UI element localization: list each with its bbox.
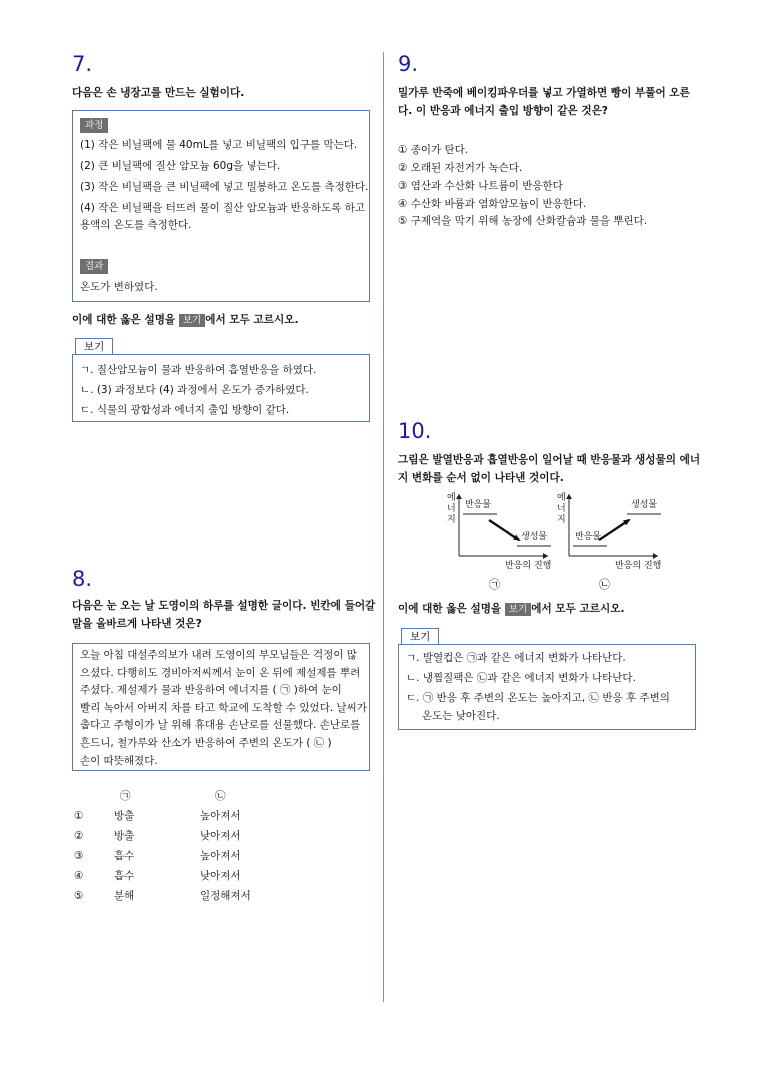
q7-bogi-item: ㄴ. (3) 과정보다 (4) 과정에서 온도가 증가하였다.	[80, 384, 309, 396]
question-8-stem-line: 말을 올바르게 나타낸 것은?	[72, 618, 202, 630]
q8-option-a: 분해	[114, 890, 135, 902]
q8-option-b: 낮아져서	[200, 870, 241, 882]
question-10-number: 10.	[398, 419, 432, 443]
q10-bogi-item: ㄴ. 냉찜질팩은 ㉡과 같은 에너지 변화가 나타난다.	[406, 672, 636, 684]
x-axis-label: 반응의 진행	[615, 561, 662, 571]
q7-step: (1) 작은 비닐팩에 물 40mL를 넣고 비닐팩의 입구를 막는다.	[80, 139, 358, 151]
x-axis-arrowhead	[543, 553, 548, 559]
q10-question	[398, 600, 625, 619]
q8-passage-line: 으셨다. 다행히도 경비아저씨께서 눈이 온 뒤에 제설제를 뿌려	[80, 666, 361, 679]
q8-passage-line: 춥다고 주형이가 날 위해 휴대용 손난로를 선물했다. 손난로를	[80, 719, 361, 732]
diagram-caption: ㉠	[489, 578, 500, 591]
energy-diagram-b	[550, 490, 670, 595]
q10-bogi-label: 보기	[401, 628, 439, 645]
reaction-arrow	[599, 520, 629, 540]
q7-process-tag: 과정	[80, 118, 108, 133]
q8-option-number[interactable]: ⑤	[74, 890, 84, 902]
q7-step: 용액의 온도를 측정한다.	[80, 219, 192, 231]
q8-option-a: 흡수	[114, 850, 135, 862]
question-9-number: 9.	[398, 52, 419, 76]
column-divider	[383, 52, 384, 1002]
q10-bogi-inline-tag: 보기	[505, 603, 531, 616]
q7-bogi-item: ㄱ. 질산암모늄이 물과 반응하여 흡열반응을 하였다.	[80, 364, 317, 376]
q7-bogi-item: ㄷ. 식물의 광합성과 에너지 출입 방향이 같다.	[80, 404, 290, 416]
q8-option-a: 방출	[114, 830, 135, 842]
q7-step: (4) 작은 비닐팩을 터뜨려 물이 질산 암모늄과 반응하도록 하고	[80, 202, 366, 214]
question-10-stem-line: 지 변화를 순서 없이 나타낸 것이다.	[398, 472, 564, 484]
q9-option[interactable]: ⑤ 구제역을 막기 위해 농장에 산화칼슘과 물을 뿌린다.	[398, 215, 648, 227]
q9-option[interactable]: ③ 염산과 수산화 나트륨이 반응한다	[398, 180, 563, 192]
q10-bogi-item: ㄱ. 발열컵은 ㉠과 같은 에너지 변화가 나타난다.	[406, 652, 626, 664]
question-8-stem-line: 다음은 눈 오는 날 도영이의 하루를 설명한 글이다. 빈칸에 들어갈	[72, 600, 376, 612]
question-7-stem: 다음은 손 냉장고를 만드는 실험이다.	[72, 87, 245, 99]
q8-option-number[interactable]: ③	[74, 850, 84, 862]
q8-option-a: 흡수	[114, 870, 135, 882]
q8-option-b: 높아져서	[200, 850, 241, 862]
y-axis-label: 에너지	[557, 493, 566, 525]
q8-answer-header-b: ㉡	[215, 790, 226, 802]
q10-question-pre: 이에 대한 옳은 설명을	[398, 603, 502, 615]
q8-option-number[interactable]: ④	[74, 870, 84, 882]
diagram-caption: ㉡	[599, 578, 610, 591]
q8-passage-line: 오늘 아침 대설주의보가 내려 도영이의 부모님들은 걱정이 많	[80, 649, 357, 661]
q9-option[interactable]: ② 오래된 자전거가 녹슨다.	[398, 162, 523, 174]
q7-bogi-label: 보기	[75, 338, 113, 355]
q10-question-post: 에서 모두 고르시오.	[531, 603, 625, 615]
question-7-number: 7.	[72, 52, 93, 76]
q7-question-pre: 이에 대한 옳은 설명을	[72, 314, 176, 326]
q8-option-a: 방출	[114, 810, 135, 822]
q7-question	[72, 311, 299, 330]
q8-passage-line: 손이 따뜻해졌다.	[80, 754, 158, 767]
q8-option-number[interactable]: ①	[74, 810, 84, 822]
q7-result-tag: 결과	[80, 259, 108, 274]
product-label: 생성물	[521, 532, 548, 542]
question-9-stem-line: 다. 이 반응과 에너지 출입 방향이 같은 것은?	[398, 105, 608, 117]
q10-bogi-item: ㄷ. ㉠ 반응 후 주변의 온도는 높아지고, ㉡ 반응 후 주변의	[406, 692, 670, 704]
reaction-arrow	[489, 520, 519, 540]
q7-result-text: 온도가 변하였다.	[80, 281, 158, 293]
q8-option-b: 일정해져서	[200, 890, 251, 902]
q7-question-post: 에서 모두 고르시오.	[205, 314, 299, 326]
question-9-stem-line: 밀가루 반죽에 베이킹파우더를 넣고 가열하면 빵이 부풀어 오른	[398, 87, 690, 99]
energy-diagram-a	[440, 490, 560, 595]
q8-option-b: 높아져서	[200, 810, 241, 822]
product-label: 생성물	[631, 500, 658, 510]
q8-option-number[interactable]: ②	[74, 830, 84, 842]
question-10-stem-line: 그림은 발열반응과 흡열반응이 일어날 때 반응물과 생성물의 에너	[398, 454, 701, 466]
q9-option[interactable]: ① 종이가 탄다.	[398, 144, 469, 156]
q8-passage-line: 빨리 녹아서 아버지 차를 타고 학교에 도착할 수 있었다. 날씨가	[80, 701, 367, 714]
q8-option-b: 낮아져서	[200, 830, 241, 842]
q8-passage-line: 주셨다. 제설제가 물과 반응하여 에너지를 ( ㉠ )하여 눈이	[80, 684, 342, 697]
reactant-label: 반응물	[465, 500, 492, 510]
q7-step: (3) 작은 비닐팩을 큰 비닐팩에 넣고 밀봉하고 온도를 측정한다.	[80, 181, 369, 193]
x-axis-label: 반응의 진행	[505, 561, 552, 571]
y-axis-label: 에너지	[447, 493, 456, 525]
q10-bogi-item: 온도는 낮아진다.	[422, 710, 500, 722]
x-axis-arrowhead	[653, 553, 658, 559]
reactant-label: 반응물	[575, 532, 602, 542]
q8-passage-line: 흔드니, 철가루와 산소가 반응하여 주변의 온도가 ( ㉡ )	[80, 737, 332, 749]
q7-bogi-inline-tag: 보기	[179, 314, 205, 327]
question-8-number: 8.	[72, 567, 93, 591]
q7-step: (2) 큰 비닐팩에 질산 암모늄 60g을 넣는다.	[80, 160, 281, 172]
q8-answer-header-a: ㉠	[120, 790, 131, 802]
q9-option[interactable]: ④ 수산화 바륨과 염화암모늄이 반응한다.	[398, 198, 587, 210]
